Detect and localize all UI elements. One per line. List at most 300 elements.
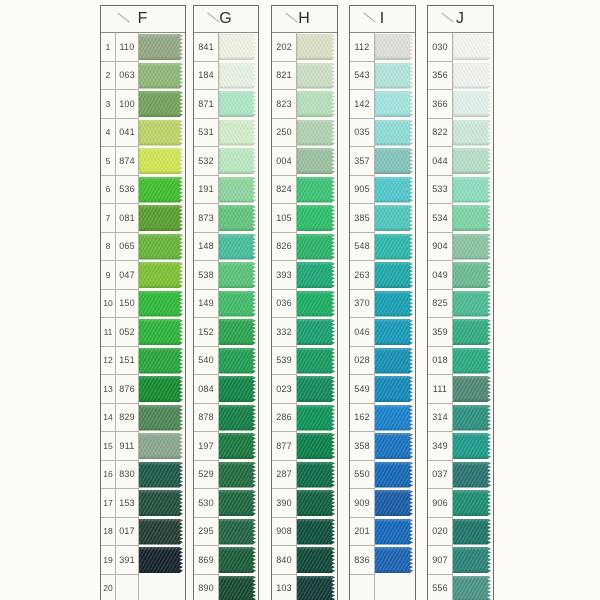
- thread-code: 030: [428, 33, 453, 62]
- swatch-cell: [139, 119, 185, 148]
- thread-swatch: [297, 490, 335, 516]
- thread-code: 359: [428, 318, 453, 347]
- thread-swatch: [453, 405, 491, 431]
- panel-header: [194, 6, 258, 33]
- table-row: [350, 33, 415, 62]
- swatch-cell: [297, 119, 337, 148]
- thread-swatch: [375, 34, 413, 60]
- swatch-cell: [219, 290, 258, 319]
- column-panel-f: [100, 5, 186, 600]
- table-row: [272, 119, 337, 148]
- row-number: 19: [101, 546, 116, 575]
- thread-code: 391: [116, 546, 139, 575]
- thread-swatch: [453, 34, 491, 60]
- swatch-cell: [453, 404, 493, 433]
- thread-code: 830: [116, 461, 139, 490]
- thread-swatch: [375, 205, 413, 231]
- thread-code: 152: [194, 318, 219, 347]
- thread-swatch: [375, 120, 413, 146]
- table-row: [194, 318, 258, 347]
- table-row: [101, 404, 185, 433]
- table-row: [272, 261, 337, 290]
- thread-swatch: [453, 462, 491, 488]
- thread-code: 250: [272, 119, 297, 148]
- thread-code: 540: [194, 347, 219, 376]
- thread-swatch: [375, 291, 413, 317]
- swatch-cell: [297, 546, 337, 575]
- thread-code: 906: [428, 489, 453, 518]
- table-row: [272, 147, 337, 176]
- thread-code: 018: [428, 347, 453, 376]
- table-row: [194, 90, 258, 119]
- table-row: [428, 461, 493, 490]
- thread-swatch: [375, 519, 413, 545]
- thread-code: 028: [350, 347, 375, 376]
- table-row: [350, 119, 415, 148]
- thread-code: 201: [350, 518, 375, 547]
- thread-code: 142: [350, 90, 375, 119]
- thread-swatch: [297, 462, 335, 488]
- table-row: [194, 575, 258, 600]
- thread-swatch: [453, 490, 491, 516]
- column-panel-g: [193, 5, 259, 600]
- column-panel-i: [349, 5, 416, 600]
- swatch-cell: [297, 432, 337, 461]
- thread-code: 105: [272, 204, 297, 233]
- table-row: [101, 432, 185, 461]
- swatch-cell: [453, 518, 493, 547]
- thread-code: 836: [350, 546, 375, 575]
- thread-code: 112: [350, 33, 375, 62]
- table-row: [428, 176, 493, 205]
- thread-code: 004: [272, 147, 297, 176]
- row-number: 6: [101, 176, 116, 205]
- swatch-cell: [139, 33, 185, 62]
- table-row: [272, 90, 337, 119]
- thread-code: 052: [116, 318, 139, 347]
- table-row: [101, 461, 185, 490]
- thread-code: 202: [272, 33, 297, 62]
- thread-code: 020: [428, 518, 453, 547]
- swatch-cell: [453, 347, 493, 376]
- thread-swatch: [375, 376, 413, 402]
- table-row: [194, 546, 258, 575]
- swatch-cell: [453, 575, 493, 600]
- swatch-cell: [139, 261, 185, 290]
- row-number: 7: [101, 204, 116, 233]
- thread-code: 538: [194, 261, 219, 290]
- thread-swatch: [139, 547, 183, 573]
- thread-swatch: [297, 34, 335, 60]
- thread-code: 314: [428, 404, 453, 433]
- swatch-cell: [219, 119, 258, 148]
- thread-code: 825: [428, 290, 453, 319]
- thread-swatch: [453, 547, 491, 573]
- table-row: [194, 489, 258, 518]
- thread-code: 081: [116, 204, 139, 233]
- thread-swatch: [139, 319, 183, 345]
- thread-swatch: [453, 148, 491, 174]
- swatch-cell: [219, 489, 258, 518]
- row-number: 15: [101, 432, 116, 461]
- swatch-cell: [219, 261, 258, 290]
- swatch-cell: [219, 318, 258, 347]
- table-row: [272, 489, 337, 518]
- swatch-cell: [139, 290, 185, 319]
- table-row: [428, 290, 493, 319]
- swatch-cell: [219, 461, 258, 490]
- thread-swatch: [297, 63, 335, 89]
- swatch-cell: [375, 147, 415, 176]
- thread-swatch: [453, 433, 491, 459]
- swatch-cell: [219, 347, 258, 376]
- thread-code: 869: [194, 546, 219, 575]
- swatch-cell: [375, 518, 415, 547]
- table-row: [428, 575, 493, 600]
- thread-swatch: [375, 319, 413, 345]
- table-row: [350, 176, 415, 205]
- swatch-cell: [219, 233, 258, 262]
- table-row: [272, 432, 337, 461]
- thread-code: 357: [350, 147, 375, 176]
- swatch-cell: [219, 147, 258, 176]
- swatch-cell: [139, 546, 185, 575]
- thread-code: 871: [194, 90, 219, 119]
- row-number: 14: [101, 404, 116, 433]
- table-row: [101, 575, 185, 600]
- thread-code: 197: [194, 432, 219, 461]
- swatch-cell: [139, 461, 185, 490]
- swatch-cell: [453, 62, 493, 91]
- table-row: [272, 575, 337, 600]
- thread-code: 358: [350, 432, 375, 461]
- thread-swatch: [297, 405, 335, 431]
- thread-swatch: [219, 462, 256, 488]
- swatch-cell: [139, 432, 185, 461]
- diagonal-mark-icon: [117, 12, 129, 22]
- swatch-cell: [139, 347, 185, 376]
- thread-code: 907: [428, 546, 453, 575]
- swatch-cell: [375, 119, 415, 148]
- swatch-cell: [375, 575, 415, 600]
- thread-code: 556: [428, 575, 453, 600]
- thread-code: 385: [350, 204, 375, 233]
- swatch-cell: [219, 204, 258, 233]
- thread-code: 904: [428, 233, 453, 262]
- thread-code: 151: [116, 347, 139, 376]
- swatch-cell: [139, 318, 185, 347]
- table-row: [428, 347, 493, 376]
- row-number: 16: [101, 461, 116, 490]
- thread-code: 890: [194, 575, 219, 600]
- swatch-cell: [375, 432, 415, 461]
- swatch-cell: [375, 461, 415, 490]
- table-row: [101, 147, 185, 176]
- swatch-cell: [453, 176, 493, 205]
- thread-swatch: [219, 205, 256, 231]
- table-row: [194, 33, 258, 62]
- swatch-cell: [219, 62, 258, 91]
- swatch-cell: [219, 432, 258, 461]
- swatch-cell: [297, 261, 337, 290]
- swatch-cell: [453, 233, 493, 262]
- thread-code: 878: [194, 404, 219, 433]
- row-number: 20: [101, 575, 116, 600]
- row-number: 4: [101, 119, 116, 148]
- thread-code: 876: [116, 375, 139, 404]
- thread-code: 821: [272, 62, 297, 91]
- swatch-cell: [297, 461, 337, 490]
- thread-code: 543: [350, 62, 375, 91]
- swatch-cell: [453, 546, 493, 575]
- thread-swatch: [219, 234, 256, 260]
- row-number: 18: [101, 518, 116, 547]
- table-row: [101, 119, 185, 148]
- table-row: [350, 233, 415, 262]
- thread-code: 370: [350, 290, 375, 319]
- column-letter: H: [298, 10, 311, 27]
- thread-code: 332: [272, 318, 297, 347]
- swatch-cell: [219, 33, 258, 62]
- thread-swatch: [139, 462, 183, 488]
- table-row: [350, 347, 415, 376]
- thread-code: [350, 575, 375, 600]
- thread-code: 063: [116, 62, 139, 91]
- table-row: [428, 147, 493, 176]
- swatch-cell: [375, 33, 415, 62]
- table-row: [350, 461, 415, 490]
- thread-code: 084: [194, 375, 219, 404]
- thread-swatch: [219, 547, 256, 573]
- thread-code: 390: [272, 489, 297, 518]
- swatch-cell: [297, 176, 337, 205]
- thread-swatch: [219, 148, 256, 174]
- thread-swatch: [375, 177, 413, 203]
- thread-swatch: [139, 205, 183, 231]
- swatch-cell: [375, 204, 415, 233]
- thread-swatch: [139, 348, 183, 374]
- thread-swatch: [139, 519, 183, 545]
- thread-swatch: [297, 376, 335, 402]
- thread-swatch: [297, 319, 335, 345]
- swatch-cell: [375, 90, 415, 119]
- thread-code: 184: [194, 62, 219, 91]
- swatch-cell: [375, 375, 415, 404]
- table-row: [272, 233, 337, 262]
- thread-code: 829: [116, 404, 139, 433]
- thread-code: 534: [428, 204, 453, 233]
- table-row: [272, 176, 337, 205]
- thread-code: 065: [116, 233, 139, 262]
- thread-swatch: [297, 177, 335, 203]
- thread-swatch: [297, 262, 335, 288]
- panel-header: [350, 6, 415, 33]
- table-row: [350, 404, 415, 433]
- thread-swatch: [139, 63, 183, 89]
- swatch-cell: [453, 261, 493, 290]
- swatch-cell: [219, 176, 258, 205]
- table-row: [101, 261, 185, 290]
- table-row: [272, 404, 337, 433]
- table-row: [194, 204, 258, 233]
- thread-code: 035: [350, 119, 375, 148]
- thread-swatch: [375, 262, 413, 288]
- thread-swatch: [297, 148, 335, 174]
- thread-swatch: [375, 547, 413, 573]
- table-row: [101, 62, 185, 91]
- thread-code: 550: [350, 461, 375, 490]
- thread-code: 047: [116, 261, 139, 290]
- table-row: [194, 432, 258, 461]
- thread-swatch: [219, 405, 256, 431]
- thread-code: 162: [350, 404, 375, 433]
- swatch-cell: [139, 489, 185, 518]
- thread-swatch: [453, 348, 491, 374]
- thread-swatch: [297, 348, 335, 374]
- thread-swatch: [453, 63, 491, 89]
- table-row: [194, 261, 258, 290]
- swatch-cell: [219, 375, 258, 404]
- table-row: [272, 347, 337, 376]
- table-row: [350, 546, 415, 575]
- thread-code: 356: [428, 62, 453, 91]
- table-row: [428, 204, 493, 233]
- swatch-cell: [219, 546, 258, 575]
- row-number: 2: [101, 62, 116, 91]
- thread-swatch: [219, 120, 256, 146]
- thread-code: 295: [194, 518, 219, 547]
- column-letter: G: [219, 10, 233, 27]
- table-row: [272, 546, 337, 575]
- thread-swatch: [297, 205, 335, 231]
- thread-swatch: [139, 148, 183, 174]
- thread-code: 103: [272, 575, 297, 600]
- thread-swatch: [139, 262, 183, 288]
- table-row: [101, 176, 185, 205]
- thread-code: 824: [272, 176, 297, 205]
- table-row: [428, 33, 493, 62]
- column-letter: J: [456, 10, 465, 27]
- thread-swatch: [453, 205, 491, 231]
- table-row: [350, 290, 415, 319]
- swatch-cell: [297, 233, 337, 262]
- swatch-cell: [297, 204, 337, 233]
- thread-swatch: [453, 234, 491, 260]
- table-row: [428, 432, 493, 461]
- thread-swatch: [219, 34, 256, 60]
- thread-swatch: [375, 148, 413, 174]
- thread-swatch: [453, 519, 491, 545]
- thread-swatch: [297, 519, 335, 545]
- thread-code: 877: [272, 432, 297, 461]
- thread-swatch: [453, 319, 491, 345]
- swatch-cell: [297, 489, 337, 518]
- table-row: [350, 432, 415, 461]
- table-row: [101, 489, 185, 518]
- thread-code: 822: [428, 119, 453, 148]
- table-row: [272, 375, 337, 404]
- table-row: [428, 404, 493, 433]
- thread-swatch: [375, 433, 413, 459]
- swatch-cell: [453, 461, 493, 490]
- swatch-cell: [139, 204, 185, 233]
- diagonal-mark-icon: [363, 12, 375, 22]
- swatch-cell: [139, 62, 185, 91]
- column-panel-h: [271, 5, 338, 600]
- swatch-cell: [297, 90, 337, 119]
- table-row: [272, 290, 337, 319]
- thread-code: 873: [194, 204, 219, 233]
- swatch-cell: [139, 375, 185, 404]
- thread-swatch: [219, 348, 256, 374]
- swatch-cell: [375, 404, 415, 433]
- thread-code: 841: [194, 33, 219, 62]
- thread-swatch: [453, 291, 491, 317]
- swatch-cell: [297, 404, 337, 433]
- swatch-cell: [375, 176, 415, 205]
- panel-header: [101, 6, 185, 33]
- thread-code: 023: [272, 375, 297, 404]
- swatch-cell: [375, 489, 415, 518]
- thread-code: 046: [350, 318, 375, 347]
- thread-code: 531: [194, 119, 219, 148]
- thread-code: 530: [194, 489, 219, 518]
- swatch-cell: [375, 347, 415, 376]
- table-row: [350, 318, 415, 347]
- swatch-cell: [139, 233, 185, 262]
- thread-code: 823: [272, 90, 297, 119]
- table-row: [350, 261, 415, 290]
- table-row: [428, 233, 493, 262]
- thread-code: 529: [194, 461, 219, 490]
- table-row: [428, 518, 493, 547]
- table-row: [350, 575, 415, 600]
- table-row: [428, 318, 493, 347]
- thread-swatch: [139, 291, 183, 317]
- thread-code: 393: [272, 261, 297, 290]
- thread-code: 349: [428, 432, 453, 461]
- thread-code: 532: [194, 147, 219, 176]
- thread-swatch: [219, 262, 256, 288]
- swatch-cell: [139, 176, 185, 205]
- thread-code: 826: [272, 233, 297, 262]
- thread-swatch: [297, 433, 335, 459]
- thread-swatch: [297, 91, 335, 117]
- row-number: 17: [101, 489, 116, 518]
- table-row: [101, 347, 185, 376]
- thread-swatch: [453, 376, 491, 402]
- thread-swatch: [139, 405, 183, 431]
- thread-swatch: [297, 234, 335, 260]
- thread-swatch: [139, 376, 183, 402]
- thread-swatch: [375, 91, 413, 117]
- swatch-cell: [375, 546, 415, 575]
- thread-swatch: [375, 234, 413, 260]
- swatch-cell: [219, 518, 258, 547]
- swatch-cell: [139, 147, 185, 176]
- swatch-cell: [453, 119, 493, 148]
- thread-swatch: [139, 91, 183, 117]
- swatch-cell: [139, 575, 185, 600]
- table-row: [101, 90, 185, 119]
- thread-code: 533: [428, 176, 453, 205]
- thread-code: [116, 575, 139, 600]
- panel-header: [272, 6, 337, 33]
- thread-code: 049: [428, 261, 453, 290]
- thread-swatch: [139, 177, 183, 203]
- table-row: [350, 62, 415, 91]
- table-row: [428, 375, 493, 404]
